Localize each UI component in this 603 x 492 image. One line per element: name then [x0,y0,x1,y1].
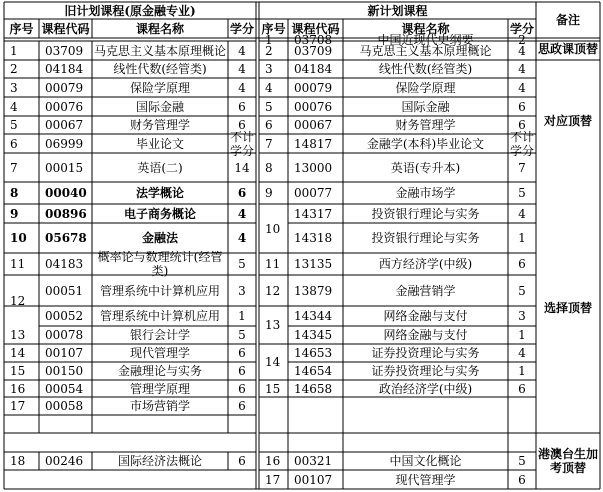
new-code-cell: 14318 [294,231,333,245]
new-col-header: 课程代码 [291,21,340,36]
old-credit-cell: 4 [237,206,247,221]
old-code-cell: 00040 [45,186,87,200]
old-credit-cell: 不计学分 [230,129,255,158]
old-plan-title: 旧计划课程(原金融专业) [64,3,196,18]
new-credit-cell: 4 [518,80,526,95]
old-seq-cell: 6 [10,136,18,151]
old-name-cell: 管理系统中计算机应用 [99,283,220,298]
new-credit-cell: 5 [518,186,526,200]
new-seq-cell: 7 [265,136,273,151]
old-seq-cell: 4 [10,99,18,114]
old-col-header: 学分 [230,21,255,36]
new-code-cell: 13135 [294,257,333,271]
new-code-cell: 00107 [294,472,333,487]
remarks-title: 备注 [555,13,580,27]
old-credit-cell: 6 [238,454,246,468]
old-credit-cell: 6 [237,186,247,200]
old-col-header: 课程名称 [135,21,184,36]
old-code-cell: 00079 [45,80,84,95]
old-credit-cell: 6 [238,399,246,413]
old-seq-cell: 14 [10,346,26,360]
new-name-cell: 保险学原理 [395,80,456,95]
old-code-cell: 00246 [45,454,84,468]
old-name-cell: 保险学原理 [129,80,190,95]
old-credit-cell: 6 [238,118,246,132]
new-code-cell: 14344 [294,309,333,323]
new-credit-cell: 1 [518,328,526,342]
new-code-cell: 13879 [294,283,333,298]
old-col-header: 序号 [9,21,34,36]
new-credit-cell: 4 [518,206,526,221]
new-name-cell: 中国文化概论 [389,454,462,468]
new-code-cell: 03709 [294,43,333,58]
old-name-cell: 国际金融 [135,99,184,114]
old-credit-cell: 6 [238,364,246,378]
new-name-cell: 西方经济学(中级) [378,257,473,271]
old-code-cell: 00896 [45,206,87,221]
new-credit-cell: 6 [518,99,526,114]
old-name-cell: 金融理论与实务 [117,364,202,378]
old-seq-cell: 8 [10,186,19,200]
new-credit-cell: 6 [518,472,526,487]
new-credit-cell: 4 [518,346,526,360]
old-name-cell: 财务管理学 [129,118,190,132]
old-name-cell: 电子商务概论 [123,206,196,221]
old-credit-cell: 6 [238,346,246,360]
new-seq-cell: 6 [265,118,273,132]
new-name-cell: 投资银行理论与实务 [371,231,480,245]
old-name-cell: 管理系统中计算机应用 [99,309,220,323]
new-credit-cell: 2 [518,32,526,47]
new-credit-cell: 1 [518,364,526,378]
old-name-cell: 金融法 [141,231,178,245]
old-seq-cell: 3 [10,80,18,95]
new-code-cell: 04184 [294,62,333,76]
old-seq-cell: 12 [10,293,26,308]
new-credit-cell: 4 [518,43,526,58]
new-name-cell: 马克思主义基本原理概论 [359,43,492,58]
remark-optional: 选择顶替 [543,300,592,315]
old-credit-cell: 5 [238,328,246,342]
old-seq-cell: 1 [10,43,18,58]
new-credit-cell: 5 [518,454,526,468]
new-seq-cell: 5 [265,99,273,114]
new-seq-cell: 2 [265,43,273,58]
new-credit-cell: 7 [518,160,526,175]
old-credit-cell: 5 [238,257,246,271]
old-col-header: 课程代码 [41,21,90,36]
new-code-cell: 14817 [294,136,333,151]
old-seq-cell: 9 [10,206,19,221]
old-credit-cell: 1 [238,309,246,323]
new-code-cell: 00077 [294,186,333,200]
remark-hmt-students: 港澳台生加考顶替 [538,447,599,475]
new-name-cell: 财务管理学 [395,118,456,132]
old-credit-cell: 4 [237,231,247,245]
new-name-cell: 金融市场学 [395,186,456,200]
old-seq-cell: 2 [10,62,18,76]
new-credit-cell: 1 [518,231,526,245]
old-code-cell: 00107 [45,346,84,360]
old-name-cell: 市场营销学 [129,399,190,413]
old-seq-cell: 17 [10,399,26,413]
old-seq-cell: 16 [10,381,26,396]
new-seq-cell: 1 [265,32,273,47]
old-name-cell: 国际经济法概论 [117,454,202,468]
new-seq-cell: 11 [265,257,281,271]
new-name-cell: 中国近现代史纲要 [377,32,474,47]
old-name-cell: 银行会计学 [129,328,190,342]
old-code-cell: 00051 [45,283,84,298]
new-name-cell: 证券投资理论与实务 [371,346,480,360]
old-seq-cell: 11 [10,257,26,271]
old-credit-cell: 3 [238,283,246,298]
new-code-cell: 14317 [294,206,333,221]
old-code-cell: 04183 [45,257,84,271]
new-col-header: 学分 [510,21,535,36]
old-name-cell: 马克思主义基本原理概论 [94,43,227,58]
new-code-cell: 00321 [294,454,333,468]
new-code-cell: 14654 [294,364,333,378]
new-name-cell: 政治经济学(中级) [378,381,473,396]
old-code-cell: 00150 [45,364,84,378]
new-name-cell: 国际金融 [401,99,450,114]
old-code-cell: 00078 [45,328,84,342]
remark-ideology: 思政课顶替 [538,42,599,56]
old-code-cell: 00054 [45,381,84,396]
old-code-cell: 05678 [45,231,87,245]
new-code-cell: 00067 [294,118,333,132]
new-seq-cell: 15 [265,381,281,396]
old-credit-cell: 4 [238,62,246,76]
old-code-cell: 06999 [45,136,84,151]
old-credit-cell: 14 [234,160,250,175]
old-seq-cell: 13 [10,328,26,342]
new-credit-cell: 不计学分 [510,129,535,158]
old-name-cell: 现代管理学 [129,346,190,360]
old-seq-cell: 10 [10,231,27,245]
new-code-cell: 03708 [294,32,333,47]
old-code-cell: 00015 [45,160,84,175]
new-plan-title: 新计划课程 [367,3,428,18]
old-code-cell: 00076 [45,99,84,114]
new-seq-cell: 3 [265,62,273,76]
new-seq-cell: 10 [265,221,281,236]
old-seq-cell: 15 [10,364,26,378]
old-seq-cell: 18 [10,454,26,468]
new-seq-cell: 17 [265,472,281,487]
old-name-cell: 英语(二) [137,160,183,175]
new-name-cell: 线性代数(经管类) [378,62,473,76]
new-code-cell: 00076 [294,99,333,114]
new-credit-cell: 6 [518,381,526,396]
old-credit-cell: 4 [238,80,246,95]
old-name-cell: 概率论与数理统计(经管类) [97,250,223,278]
old-name-cell: 管理学原理 [129,381,190,396]
new-name-cell: 金融营销学 [395,283,456,298]
new-seq-cell: 13 [265,318,281,332]
old-name-cell: 线性代数(经管类) [113,62,207,76]
new-name-cell: 网络金融与支付 [383,328,468,342]
new-code-cell: 14653 [294,346,333,360]
old-code-cell: 03709 [45,43,84,58]
new-seq-cell: 14 [265,355,281,369]
new-credit-cell: 4 [518,62,526,76]
new-code-cell: 13000 [294,160,333,175]
new-seq-cell: 12 [265,283,281,298]
new-credit-cell: 3 [518,309,526,323]
new-code-cell: 14345 [294,328,333,342]
old-code-cell: 00052 [45,309,84,323]
old-code-cell: 00067 [45,118,84,132]
new-seq-cell: 4 [265,80,273,95]
new-seq-cell: 8 [265,160,273,175]
old-credit-cell: 6 [238,99,246,114]
new-name-cell: 投资银行理论与实务 [371,206,480,221]
new-credit-cell: 5 [518,283,526,298]
old-code-cell: 00058 [45,399,84,413]
new-name-cell: 金融学(本科)毕业论文 [366,136,485,151]
old-credit-cell: 4 [238,43,246,58]
new-code-cell: 14658 [294,381,333,396]
new-col-header: 课程名称 [401,21,450,36]
new-name-cell: 证券投资理论与实务 [371,364,480,378]
old-seq-cell: 7 [10,160,18,175]
old-name-cell: 法学概论 [135,186,184,200]
new-name-cell: 现代管理学 [395,472,456,487]
old-code-cell: 04184 [45,62,84,76]
remark-corresponding: 对应顶替 [543,114,592,128]
new-name-cell: 网络金融与支付 [383,309,468,323]
old-name-cell: 毕业论文 [135,136,184,151]
new-code-cell: 00079 [294,80,333,95]
new-name-cell: 英语(专升本) [390,160,461,175]
new-credit-cell: 6 [518,257,526,271]
old-credit-cell: 6 [238,381,246,396]
new-credit-cell: 6 [518,118,526,132]
new-seq-cell: 16 [265,454,281,468]
new-col-header: 序号 [261,21,286,36]
old-seq-cell: 5 [10,118,18,132]
new-seq-cell: 9 [265,186,273,200]
